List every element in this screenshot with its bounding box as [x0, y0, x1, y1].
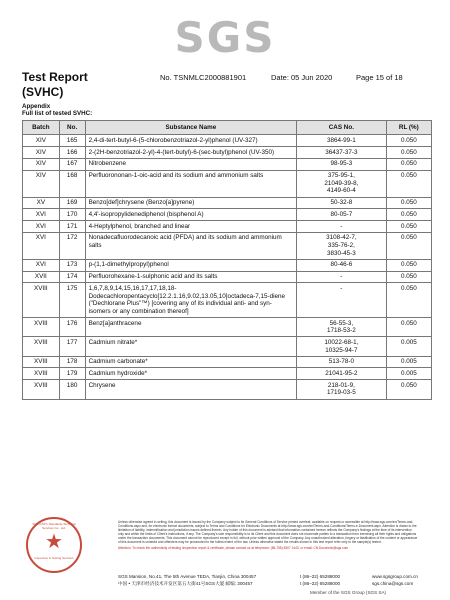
- batch-cell: XVIII: [23, 337, 60, 356]
- number-cell: 175: [59, 283, 85, 318]
- column-header-cas: CAS No.: [297, 121, 387, 135]
- number-cell: 176: [59, 317, 85, 336]
- rl-cell: 0.050: [386, 259, 431, 271]
- table-row: [23, 158, 432, 170]
- address-chinese: 中国 • 天津市经济技术开发区第五大街41号SGS大厦 邮编: 300457: [118, 581, 253, 586]
- cas-cell: 513-78-0: [297, 356, 387, 368]
- batch-cell: XVI: [23, 259, 60, 271]
- batch-cell: XV: [23, 197, 60, 209]
- cas-cell: 10022-68-1, 10325-94-7: [297, 337, 387, 356]
- substance-cell: 4,4'-isopropylidenediphenol (bisphenol A): [85, 209, 297, 221]
- seal-bottom-text: Inspection & Testing Services: [34, 556, 74, 560]
- substance-cell: p-(1,1-dimethylpropyl)phenol: [85, 259, 297, 271]
- batch-cell: XVI: [23, 209, 60, 221]
- batch-cell: XVIII: [23, 356, 60, 368]
- rl-cell: 0.050: [386, 271, 431, 283]
- cas-cell: 3108-42-7, 335-76-2, 3830-45-3: [297, 232, 387, 259]
- star-icon: ★: [45, 531, 63, 553]
- table-row: [23, 146, 432, 158]
- cas-cell: 218-01-9, 1719-03-5: [297, 380, 387, 399]
- substance-cell: Nitrobenzene: [85, 158, 297, 170]
- table-header-row: [23, 121, 432, 135]
- cas-cell: 80-46-6: [297, 259, 387, 271]
- number-cell: 170: [59, 209, 85, 221]
- rl-cell: 0.050: [386, 209, 431, 221]
- substance-cell: 4-Heptylphenol, branched and linear: [85, 221, 297, 233]
- cas-cell: -: [297, 221, 387, 233]
- rl-cell: 0.050: [386, 221, 431, 233]
- report-date: Date: 05 Jun 2020: [271, 73, 333, 82]
- batch-cell: XIV: [23, 170, 60, 197]
- telephone-1: t (86–22) 65288000: [300, 574, 341, 579]
- rl-cell: 0.050: [386, 146, 431, 158]
- number-cell: 167: [59, 158, 85, 170]
- rl-cell: 0.050: [386, 197, 431, 209]
- number-cell: 166: [59, 146, 85, 158]
- table-row: [23, 337, 432, 356]
- table-row: [23, 221, 432, 233]
- batch-cell: XVII: [23, 271, 60, 283]
- number-cell: 171: [59, 221, 85, 233]
- column-header-rl: RL (%): [386, 121, 431, 135]
- address-english: SGS Mansion, No.41, The 5th Avenue TEDA, Tianjin, China 300457: [118, 574, 257, 579]
- report-title: Test Report: [22, 70, 88, 84]
- number-cell: 174: [59, 271, 85, 283]
- table-row: [23, 259, 432, 271]
- cas-cell: 98-95-3: [297, 158, 387, 170]
- cas-cell: -: [297, 283, 387, 318]
- table-row: [23, 135, 432, 147]
- rl-cell: 0.050: [386, 317, 431, 336]
- cas-cell: 56-55-3, 1718-53-2: [297, 317, 387, 336]
- list-title: Full list of tested SVHC:: [22, 110, 93, 117]
- cas-cell: 50-32-8: [297, 197, 387, 209]
- telephone-2: t (86–22) 65288000: [300, 581, 341, 586]
- rl-cell: 0.050: [386, 170, 431, 197]
- table-row: [23, 209, 432, 221]
- batch-cell: XVIII: [23, 317, 60, 336]
- number-cell: 165: [59, 135, 85, 147]
- rl-cell: 0.050: [386, 135, 431, 147]
- cas-cell: 21041-95-2: [297, 368, 387, 380]
- rl-cell: 0.050: [386, 158, 431, 170]
- table-row: [23, 356, 432, 368]
- rl-cell: 0.005: [386, 356, 431, 368]
- number-cell: 173: [59, 259, 85, 271]
- table-row: [23, 271, 432, 283]
- table-row: [23, 283, 432, 318]
- cas-cell: 375-95-1, 21049-39-8, 4149-60-4: [297, 170, 387, 197]
- company-seal: [26, 517, 82, 573]
- column-header-batch: Batch: [23, 121, 60, 135]
- number-cell: 172: [59, 232, 85, 259]
- report-number: No. TSNMLC2000881901: [160, 73, 247, 82]
- substance-cell: 2,4-di-tert-butyl-6-(5-chlorobenzotriazol-2-yl)phenol (UV-327): [85, 135, 297, 147]
- batch-cell: XIV: [23, 146, 60, 158]
- batch-cell: XVIII: [23, 283, 60, 318]
- batch-cell: XIV: [23, 135, 60, 147]
- number-cell: 168: [59, 170, 85, 197]
- substance-cell: 1,6,7,8,9,14,15,16,17,17,18,18-Dodecachloropentacyclo[12.2.1.16,9.02,13.05,10]octadeca-7,15-diene ("Dechlorane Plus"™) [covering any of its individual anti- and syn-isomers or any combination thereof]: [85, 283, 297, 318]
- svhc-table: [22, 120, 432, 400]
- cas-cell: 36437-37-3: [297, 146, 387, 158]
- table-row: [23, 368, 432, 380]
- disclaimer-body: Unless otherwise agreed in writing, this document is issued by the Company subject to its General Conditions of Service printed overleaf, available on request or accessible at http://www.sgs.com/en/Terms-and-Conditions.aspx and, for electronic format documents, subject to Terms and Conditions for Electronic Documents at http://www.sgs.com/en/Terms-and-Conditions/Terms-e-Document.aspx. Attention is drawn to the limitation of liability, indemnification and jurisdiction issues defined therein. Any holder of this document is advised that information contained hereon reflects the Company's findings at the time of its intervention only and within the limits of Client's instructions, if any. The Company's sole responsibility is to its Client and this document does not exonerate parties to a transaction from exercising all their rights and obligations under the transaction documents. This document cannot be reproduced except in full, without prior written approval of the Company. Any unauthorized alteration, forgery or falsification of the content or appearance of this document is unlawful and offenders may be prosecuted to the fullest extent of the law. Unless otherwise stated the results shown in this test report refer only to the sample(s) tested.: [118, 520, 418, 545]
- batch-cell: XVIII: [23, 368, 60, 380]
- report-subtitle: (SVHC): [22, 85, 64, 99]
- table-row: [23, 380, 432, 399]
- rl-cell: 0.005: [386, 337, 431, 356]
- substance-cell: Benzo[def]chrysene (Benzo[a]pyrene): [85, 197, 297, 209]
- table-row: [23, 197, 432, 209]
- substance-cell: Perfluorohexane-1-sulphonic acid and its salts: [85, 271, 297, 283]
- seal-top-text: SGS-CSTC Standards Technical Services Co., Ltd.: [32, 522, 76, 530]
- rl-cell: 0.050: [386, 283, 431, 318]
- sgs-logo: SGS: [174, 13, 276, 62]
- cas-cell: -: [297, 271, 387, 283]
- member-note: Member of the SGS Group (SGS SA): [310, 590, 387, 595]
- number-cell: 177: [59, 337, 85, 356]
- rl-cell: 0.005: [386, 368, 431, 380]
- batch-cell: XVI: [23, 232, 60, 259]
- substance-cell: Cadmium hydroxide*: [85, 368, 297, 380]
- table-row: [23, 170, 432, 197]
- table-row: [23, 317, 432, 336]
- disclaimer-text: [118, 520, 418, 550]
- cas-cell: 80-05-7: [297, 209, 387, 221]
- rl-cell: 0.050: [386, 380, 431, 399]
- substance-cell: Chrysene: [85, 380, 297, 399]
- substance-cell: Nonadecafluorodecanoic acid (PFDA) and its sodium and ammonium salts: [85, 232, 297, 259]
- substance-cell: 2-(2H-benzotriazol-2-yl)-4-(tert-butyl)-6-(sec-butyl)phenol (UV-350): [85, 146, 297, 158]
- page-number: Page 15 of 18: [356, 73, 403, 82]
- number-cell: 179: [59, 368, 85, 380]
- column-header-no: No.: [59, 121, 85, 135]
- column-header-substance: Substance Name: [85, 121, 297, 135]
- rl-cell: 0.050: [386, 232, 431, 259]
- cas-cell: 3864-99-1: [297, 135, 387, 147]
- batch-cell: XIV: [23, 158, 60, 170]
- substance-cell: Cadmium nitrate*: [85, 337, 297, 356]
- batch-cell: XVI: [23, 221, 60, 233]
- website-link[interactable]: www.sgsgroup.com.cn: [372, 574, 418, 579]
- batch-cell: XVIII: [23, 380, 60, 399]
- substance-cell: Perfluorononan-1-oic-acid and its sodium and ammonium salts: [85, 170, 297, 197]
- table-row: [23, 232, 432, 259]
- substance-cell: Cadmium carbonate*: [85, 356, 297, 368]
- number-cell: 180: [59, 380, 85, 399]
- number-cell: 178: [59, 356, 85, 368]
- attention-text: Attention: To check the authenticity of testing /inspection report & certificate, please contact us at telephone: (86-755) 8307 1443, or email: CN.Doccheck@sgs.com: [118, 545, 349, 550]
- email-link[interactable]: sgs.china@sgs.com: [372, 581, 414, 586]
- substance-cell: Benz[a]anthracene: [85, 317, 297, 336]
- appendix-label: Appendix: [22, 103, 51, 110]
- number-cell: 169: [59, 197, 85, 209]
